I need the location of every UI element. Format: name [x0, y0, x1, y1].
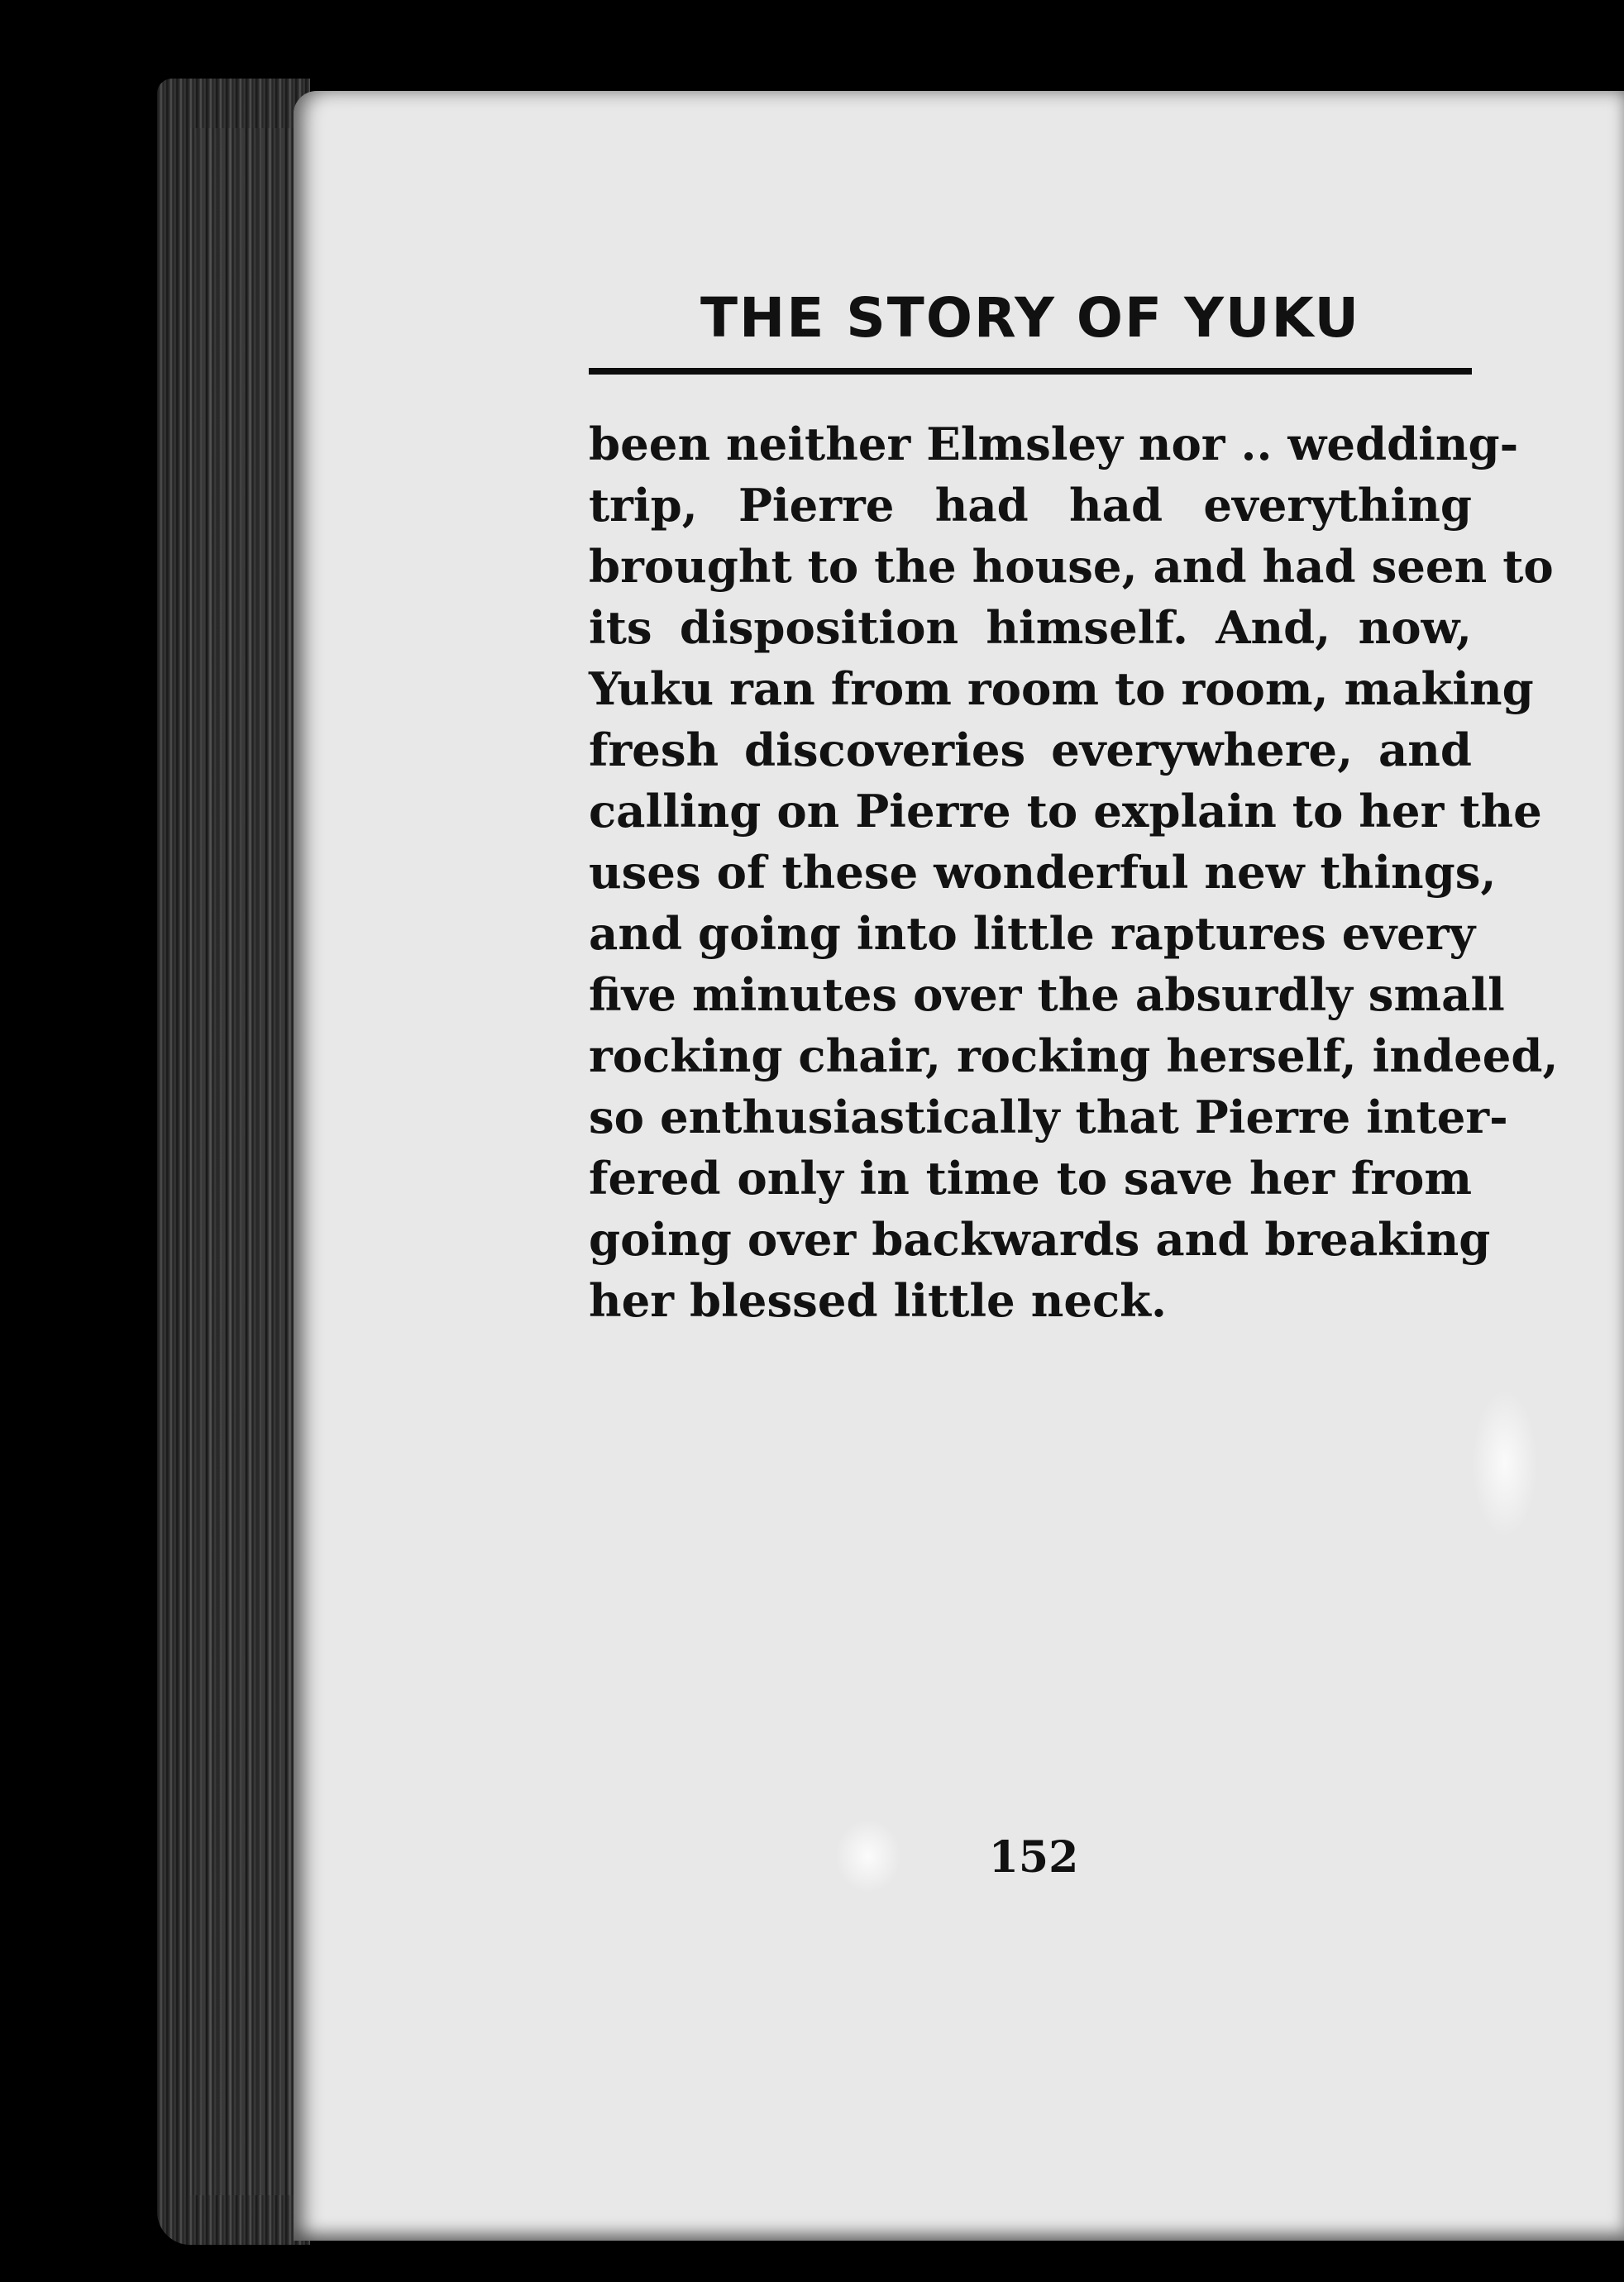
text-line: Yuku ran from room to room, making: [589, 662, 1534, 715]
text-line: brought to the house, and had seen to: [589, 540, 1554, 593]
text-line: rocking chair, rocking herself, indeed,: [589, 1029, 1559, 1082]
text-line: been neither Elmsley nor .. wedding-: [589, 418, 1519, 470]
paper-smudge: [835, 1819, 901, 1893]
book-page-edges: [157, 79, 310, 2245]
text-line: fresh discoveries everywhere, and: [589, 723, 1472, 776]
paper-smudge: [1472, 1389, 1538, 1538]
text-line: its disposition himself. And, now,: [589, 601, 1472, 654]
text-line: uses of these wonderful new things,: [589, 846, 1497, 899]
page-number: 152: [988, 1832, 1079, 1883]
text-line: so enthusiastically that Pierre inter-: [589, 1091, 1508, 1143]
text-line: five minutes over the absurdly small: [589, 968, 1505, 1021]
text-line: calling on Pierre to explain to her the: [589, 785, 1542, 838]
text-line: going over backwards and breaking: [589, 1213, 1491, 1266]
header-rule: [589, 368, 1472, 375]
page-header: [589, 281, 1472, 380]
text-line: and going into little raptures every: [589, 907, 1476, 960]
text-line: her blessed little neck.: [589, 1274, 1167, 1327]
text-line: fered only in time to save her from: [589, 1152, 1472, 1205]
running-head: THE STORY OF YUKU: [700, 286, 1361, 350]
text-line: trip, Pierre had had everything: [589, 479, 1472, 532]
body-text: [589, 413, 1559, 1331]
